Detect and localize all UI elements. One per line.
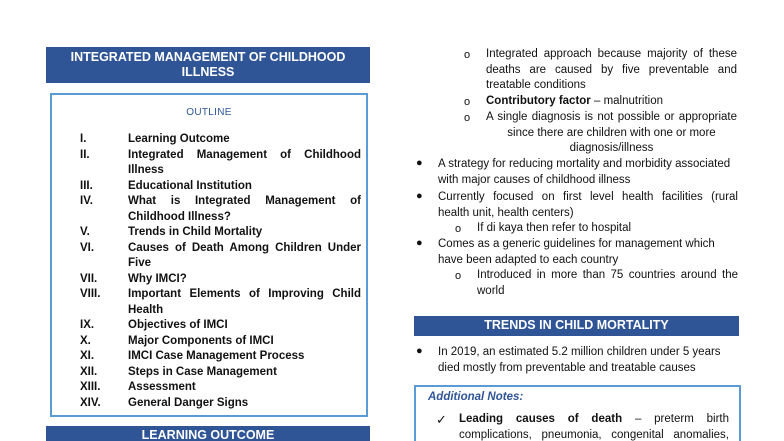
text-line: complications, pneumonia, congenital anomalies, <box>459 428 729 441</box>
outline-item-number: VIII. <box>80 288 101 300</box>
text-line: In 2019, an estimated 5.2 million children under 5 years <box>438 346 721 358</box>
text-line: deaths are caused by five preventable and <box>486 63 737 76</box>
outline-item-label <box>128 380 361 396</box>
text-line: world <box>477 284 505 297</box>
outline-item-line: Childhood Illness? <box>128 210 231 223</box>
text-line: Integrated approach because majority of these <box>486 48 737 60</box>
bullet-text <box>438 345 738 376</box>
outline-item-number: III. <box>80 179 93 192</box>
outline-item-line: Integrated Management of Childhood <box>128 148 361 161</box>
outline-item-line: Learning Outcome <box>128 133 230 145</box>
title-line-1: INTEGRATED MANAGEMENT OF CHILDHOOD <box>70 50 346 64</box>
outline-box <box>50 93 368 417</box>
sub-bullet-marker: o <box>464 96 471 108</box>
outline-item-label <box>128 365 361 381</box>
text-line: Currently focused on first level health facilities (rural <box>438 191 738 203</box>
sub-bullet-marker: o <box>464 49 471 61</box>
sub-bullet-marker: o <box>455 223 462 235</box>
sub-bullet-text <box>486 47 737 94</box>
outline-item-number: IX. <box>80 319 95 331</box>
outline-item-line: Why IMCI? <box>128 272 187 285</box>
outline-item-label <box>128 334 361 350</box>
sub-bullet-marker: o <box>455 270 462 282</box>
bold-term: Leading causes of death <box>459 413 623 425</box>
check-mark-icon: ✓ <box>436 412 447 427</box>
outline-item-label <box>128 349 361 365</box>
outline-item-line: Illness <box>128 164 164 176</box>
bullet-text <box>438 237 738 268</box>
outline-item-line: Steps in Case Management <box>128 365 277 378</box>
bullet-text <box>438 190 738 221</box>
text-line: have been adapted to each country <box>438 253 619 266</box>
text-line: Comes as a generic guidelines for management which <box>438 238 715 250</box>
notes-title: Additional Notes: <box>428 391 524 403</box>
text-line: treatable conditions <box>486 79 586 91</box>
bullet-marker: ● <box>416 345 423 357</box>
text-line: health unit, health centers) <box>438 206 574 219</box>
outline-item-number: XIII. <box>80 381 101 393</box>
outline-item-line: Important Elements of Improving Child <box>128 288 361 300</box>
sub-bullet-text: If di kaya then refer to hospital <box>477 222 632 234</box>
outline-item-label <box>128 148 361 179</box>
text-line <box>459 412 729 428</box>
note-text <box>459 412 729 441</box>
outline-item-number: XI. <box>80 350 95 362</box>
sub-bullet-text <box>477 268 738 299</box>
outline-item-line: Trends in Child Mortality <box>128 226 263 238</box>
trends-banner: TRENDS IN CHILD MORTALITY <box>414 316 739 336</box>
outline-item-line: Assessment <box>128 381 196 393</box>
outline-item-number: I. <box>80 133 87 145</box>
outline-item-line: What is Integrated Management of <box>128 195 361 207</box>
outline-item-line: Causes of Death Among Children Under <box>128 241 361 254</box>
outline-item-label <box>128 194 361 225</box>
outline-item-number: V. <box>80 226 90 238</box>
bullet-marker: ● <box>416 157 423 169</box>
outline-item-number: IV. <box>80 195 94 207</box>
outline-item-label <box>128 272 361 288</box>
title-line-2: ILLNESS <box>181 65 235 79</box>
outline-item-line: Educational Institution <box>128 179 252 192</box>
text-line: – malnutrition <box>590 95 664 107</box>
outline-item-number: XIV. <box>80 396 101 409</box>
outline-item-label <box>128 318 361 334</box>
section-title-banner <box>46 47 370 83</box>
additional-notes-box <box>414 385 741 441</box>
text-line: A strategy for reducing mortality and morbidity associated <box>438 158 731 170</box>
outline-item-label <box>128 132 361 148</box>
outline-item-number: XII. <box>80 365 98 378</box>
bullet-text <box>438 157 738 188</box>
outline-item-label <box>128 396 361 412</box>
outline-item-label <box>128 241 361 272</box>
outline-item-line: Health <box>128 303 164 316</box>
outline-item-number: VII. <box>80 272 98 285</box>
sub-bullet-text <box>486 110 737 157</box>
text-line: with major causes of childhood illness <box>438 173 631 186</box>
learning-outcome-banner: LEARNING OUTCOME <box>46 426 370 441</box>
sub-bullet-text <box>486 94 663 110</box>
text-line: A single diagnosis is not possible or appropriate <box>486 111 737 123</box>
bold-term: Contributory factor <box>486 95 591 107</box>
outline-item-line: Objectives of IMCI <box>128 319 228 331</box>
text-line: – preterm birth <box>622 413 729 425</box>
text-line: died mostly from preventable and treatable causes <box>438 361 696 374</box>
outline-heading: OUTLINE <box>186 107 232 118</box>
outline-item-label <box>128 179 361 195</box>
outline-item-number: II. <box>80 148 90 161</box>
bullet-marker: ● <box>416 237 423 249</box>
bullet-marker: ● <box>416 190 423 202</box>
text-line: diagnosis/illness <box>569 142 654 154</box>
outline-item-line: Five <box>128 257 152 269</box>
outline-item-line: General Danger Signs <box>128 396 249 409</box>
text-line: Introduced in more than 75 countries around the <box>477 269 738 281</box>
outline-item-label <box>128 225 361 241</box>
outline-item-line: IMCI Case Management Process <box>128 350 305 362</box>
outline-item-number: X. <box>80 334 91 347</box>
outline-item-label <box>128 287 361 318</box>
sub-bullet-marker: o <box>464 112 471 124</box>
text-line: since there are children with one or more <box>507 126 716 139</box>
outline-item-number: VI. <box>80 241 95 254</box>
outline-item-line: Major Components of IMCI <box>128 334 274 347</box>
